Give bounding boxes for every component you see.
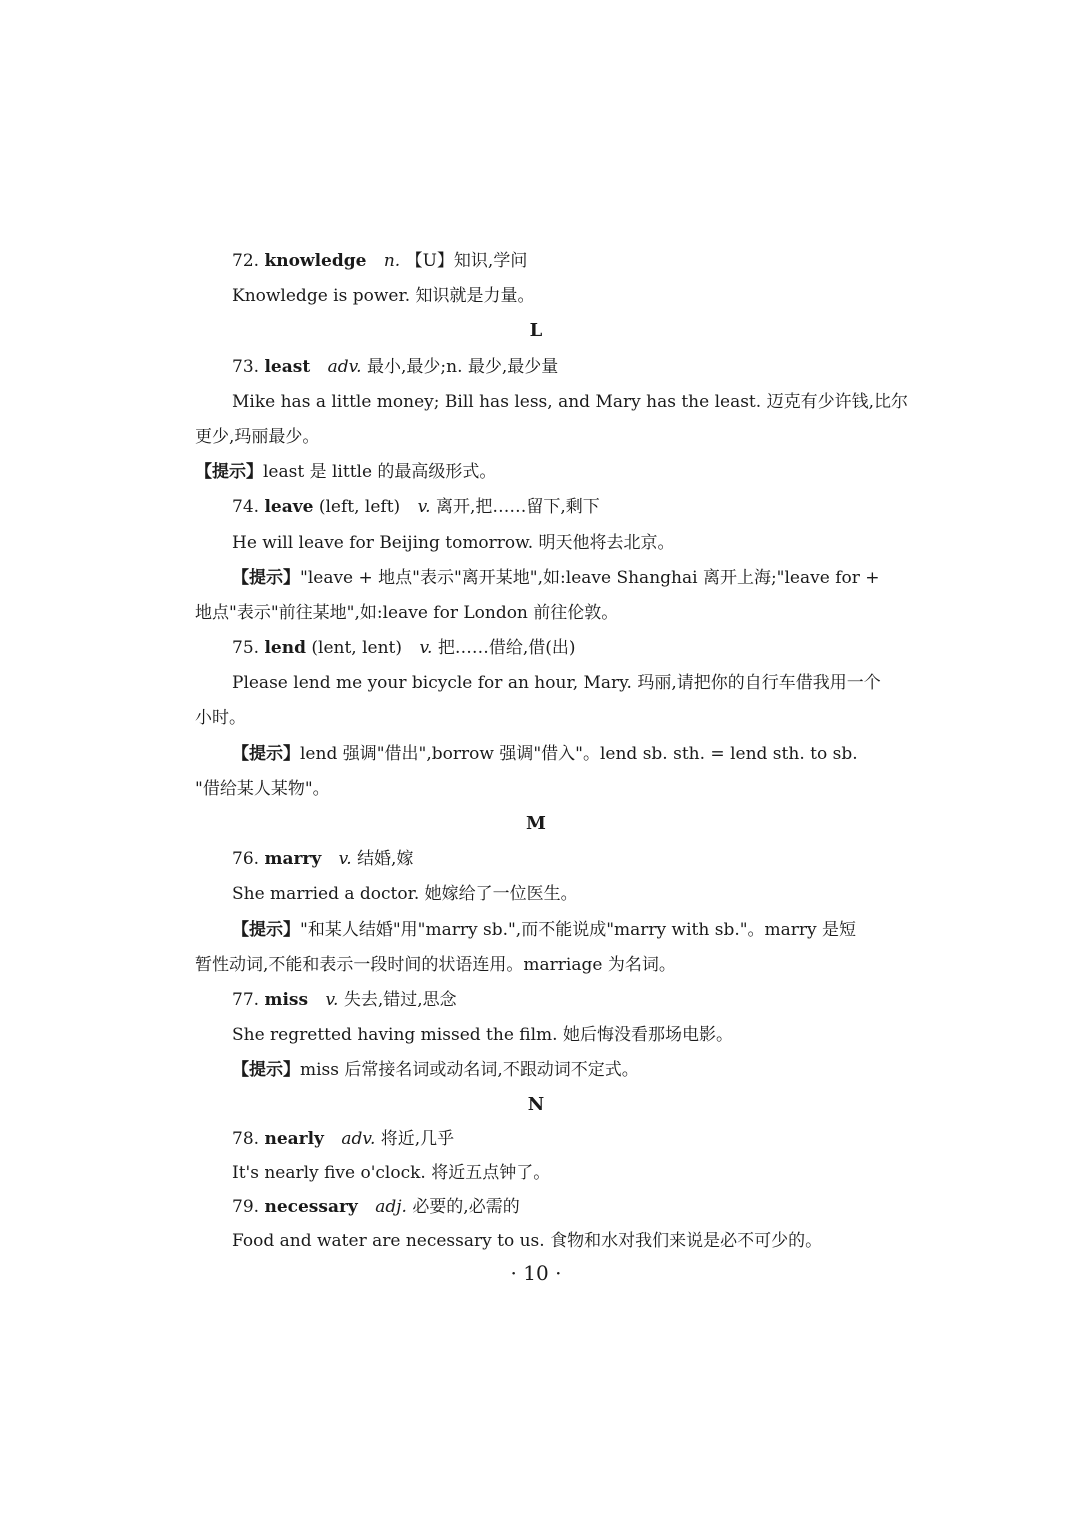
entry-75-headline (232, 636, 576, 660)
definition: 失去,错过,思念 (343, 990, 457, 1010)
part-of-speech: v. (419, 638, 433, 658)
entry-78-headline (232, 1127, 454, 1151)
part-of-speech: adv. (327, 357, 362, 377)
entry-number: 76. (232, 849, 260, 869)
page-number: · 10 · (510, 1261, 562, 1285)
entry-76-tip-line2: 暂性动词,不能和表示一段时间的状语连用。marriage 为名词。 (195, 955, 676, 975)
entry-73-example-line1: Mike has a little money; Bill has less, and Mary has the least. 迈克有少许钱,比尔 (232, 392, 908, 412)
definition: 离开,把……留下,剩下 (435, 497, 600, 517)
part-of-speech: adv. (341, 1129, 376, 1149)
entry-73-tip (195, 460, 496, 484)
entry-number: 74. (232, 497, 260, 517)
part-of-speech: v. (338, 849, 352, 869)
part-of-speech: v. (417, 497, 431, 517)
entry-79-headline (232, 1195, 520, 1219)
headword: miss (264, 990, 309, 1010)
tip-text: lend 强调"借出",borrow 强调"借入"。lend sb. sth. = lend sth. to sb. (300, 744, 858, 764)
entry-76-example: She married a doctor. 她嫁给了一位医生。 (232, 884, 578, 904)
section-letter-l: L (529, 320, 543, 341)
tip-text: least 是 little 的最高级形式。 (263, 462, 497, 482)
inflected-forms: (lent, lent) (311, 638, 403, 658)
tip-text: "leave + 地点"表示"离开某地",如:leave Shanghai 离开上海;"leave for + (300, 568, 880, 588)
part-of-speech: adj. (375, 1197, 407, 1217)
entry-74-tip-line2: 地点"表示"前往某地",如:leave for London 前往伦敦。 (195, 603, 619, 623)
entry-76-tip-line1 (232, 918, 856, 942)
definition: 必要的,必需的 (412, 1197, 520, 1217)
entry-76-headline (232, 847, 413, 871)
entry-75-example-line1: Please lend me your bicycle for an hour, Mary. 玛丽,请把你的自行车借我用一个 (232, 673, 881, 693)
entry-number: 78. (232, 1129, 260, 1149)
headword: lend (264, 638, 306, 658)
headword: least (264, 357, 311, 377)
entry-number: 72. (232, 251, 260, 271)
entry-number: 73. (232, 357, 260, 377)
entry-number: 77. (232, 990, 260, 1010)
entry-74-tip-line1 (232, 566, 880, 590)
part-of-speech: n. (383, 251, 401, 271)
entry-77-example: She regretted having missed the film. 她后悔没看那场电影。 (232, 1025, 733, 1045)
definition: 最小,最少;n. 最少,最少量 (367, 357, 559, 377)
tip-marker: 【提示】 (195, 462, 263, 482)
entry-77-headline (232, 988, 457, 1012)
inflected-forms: (left, left) (318, 497, 401, 517)
section-letter-m: M (526, 813, 546, 834)
definition: 结婚,嫁 (357, 849, 414, 869)
definition: 把……借给,借(出) (437, 638, 576, 658)
definition: 【U】知识,学问 (405, 251, 528, 271)
headword: knowledge (264, 251, 367, 271)
entry-73-headline (232, 355, 558, 379)
entry-74-example: He will leave for Beijing tomorrow. 明天他将去北京。 (232, 533, 675, 553)
headword: marry (264, 849, 322, 869)
headword: nearly (264, 1129, 324, 1149)
part-of-speech: v. (325, 990, 339, 1010)
entry-75-tip-line1 (232, 742, 858, 766)
entry-79-example: Food and water are necessary to us. 食物和水对我们来说是必不可少的。 (232, 1231, 823, 1251)
tip-marker: 【提示】 (232, 920, 300, 940)
section-letter-n: N (527, 1094, 545, 1115)
headword: leave (264, 497, 314, 517)
entry-75-tip-line2: "借给某人某物"。 (195, 779, 330, 799)
definition: 将近,几乎 (380, 1129, 455, 1149)
tip-marker: 【提示】 (232, 744, 300, 764)
entry-77-tip (232, 1058, 639, 1082)
tip-marker: 【提示】 (232, 568, 300, 588)
tip-marker: 【提示】 (232, 1060, 300, 1080)
entry-72-headline (232, 249, 527, 273)
headword: necessary (264, 1197, 358, 1217)
entry-75-example-line2: 小时。 (195, 708, 246, 728)
entry-number: 75. (232, 638, 260, 658)
tip-text: miss 后常接名词或动名词,不跟动词不定式。 (300, 1060, 639, 1080)
entry-73-example-line2: 更少,玛丽最少。 (195, 427, 320, 447)
entry-74-headline (232, 495, 600, 519)
tip-text: "和某人结婚"用"marry sb.",而不能说成"marry with sb."。marry 是短 (300, 920, 857, 940)
entry-78-example: It's nearly five o'clock. 将近五点钟了。 (232, 1163, 551, 1183)
entry-number: 79. (232, 1197, 260, 1217)
entry-72-example: Knowledge is power. 知识就是力量。 (232, 286, 535, 306)
